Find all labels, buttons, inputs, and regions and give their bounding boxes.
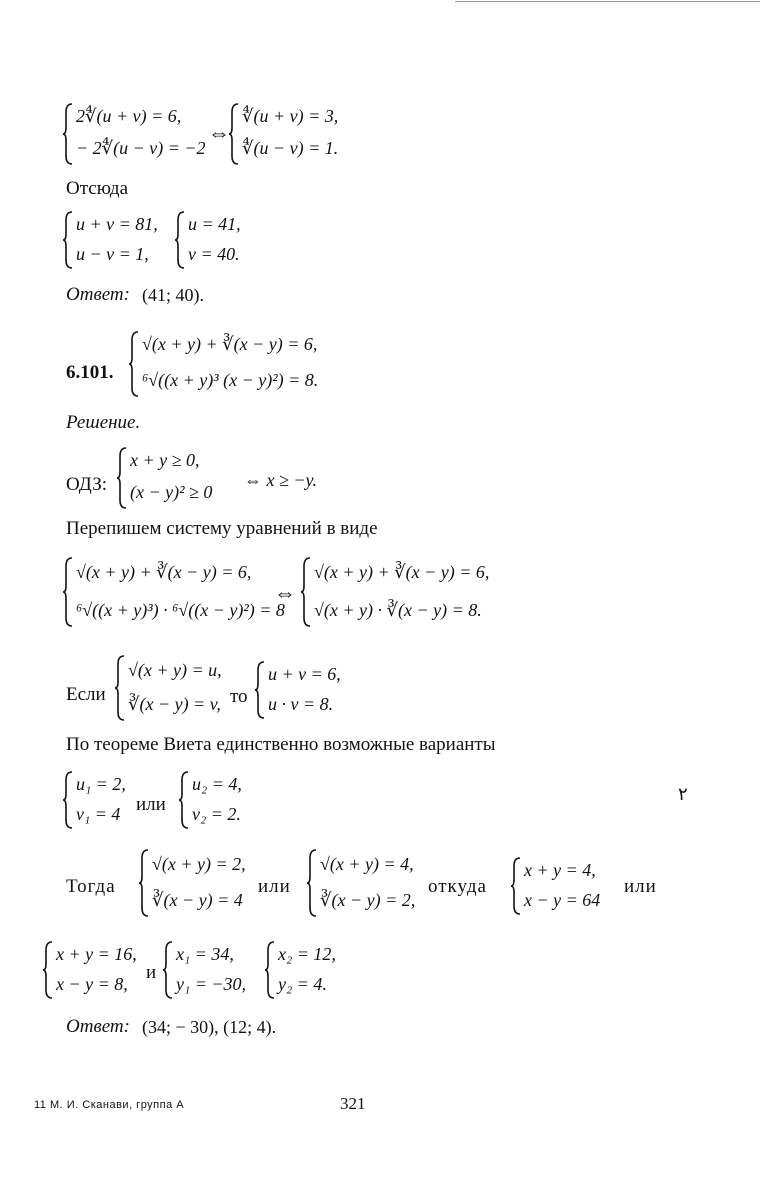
equivalence-arrow: ⇔ — [274, 580, 296, 605]
equation-line: x + y = 4, — [524, 860, 596, 880]
equivalence-arrow: ⇔ — [208, 120, 230, 145]
text-ili: или — [624, 876, 657, 897]
equation-line: x + y = 16, — [56, 944, 137, 964]
text-rewrite: Перепишем систему уравнений в виде — [66, 518, 378, 539]
equation-line: − 2∜(u − v) = −2 — [76, 138, 206, 158]
solution-label: Решение. — [66, 412, 141, 433]
system-block6-c — [264, 940, 354, 1000]
answer2-value: (34; − 30), (12; 4). — [142, 1017, 277, 1037]
equation-line: √(x + y) = u, — [128, 660, 222, 680]
odz-system — [116, 446, 236, 510]
system-block1-right — [228, 102, 358, 166]
problem-system — [128, 330, 338, 398]
equation-line: √(x + y) · ∛(x − y) = 8. — [314, 600, 482, 620]
brace-icon — [510, 856, 522, 916]
equation-line: √(x + y) = 4, — [320, 854, 414, 874]
equation-line: u = 41, — [188, 214, 241, 234]
text-otsyuda: Отсюда — [66, 178, 129, 199]
equation-line: y₁ = −30, — [176, 974, 247, 994]
answer1-label: Ответ: — [66, 284, 130, 305]
equation-line: u₂ = 4, — [192, 774, 242, 794]
equation-line: ⁶√((x + y)³) · ⁶√((x − y)²) = 8 — [76, 600, 285, 620]
brace-icon — [128, 330, 140, 398]
text-esli: Если — [66, 684, 106, 705]
system-block1-left — [62, 102, 212, 166]
system-block5-c — [510, 856, 620, 916]
header-rule — [455, 1, 760, 2]
system-block2-right — [174, 210, 264, 270]
equation-line: √(x + y) + ∛(x − y) = 6, — [314, 562, 490, 582]
equation-line: x − y = 8, — [56, 974, 128, 994]
brace-icon — [306, 848, 318, 918]
odz-label: ОДЗ: — [66, 474, 108, 495]
brace-icon — [178, 770, 190, 830]
equation-line: x₁ = 34, — [176, 944, 234, 964]
equation-line: ∜(u − v) = 1. — [242, 138, 339, 158]
brace-icon — [264, 940, 276, 1000]
equation-line: x − y = 64 — [524, 890, 601, 910]
equation-line: u₁ = 2, — [76, 774, 126, 794]
system-block6-a — [42, 940, 152, 1000]
text-ili: или — [136, 794, 166, 815]
problem-number: 6.101. — [66, 362, 114, 383]
brace-icon — [138, 848, 150, 918]
text-to: то — [230, 686, 248, 707]
brace-icon — [62, 210, 74, 270]
brace-icon — [62, 102, 74, 166]
text-togda: Тогда — [66, 876, 116, 897]
equation-line: √(x + y) = 2, — [152, 854, 246, 874]
equation-line: v₁ = 4 — [76, 804, 121, 824]
equation-line: y₂ = 4. — [278, 974, 327, 994]
text-ili: или — [258, 876, 291, 897]
footer-left: 11 М. И. Сканави, группа А — [34, 1099, 185, 1111]
brace-icon — [228, 102, 240, 166]
brace-icon — [62, 770, 74, 830]
equation-line: u − v = 1, — [76, 244, 149, 264]
equation-line: ∛(x − y) = v, — [128, 694, 221, 714]
equation-line: (x − y)² ≥ 0 — [130, 482, 213, 502]
text-i: и — [146, 962, 157, 983]
system-block3-right — [300, 556, 500, 628]
equation-line: ∜(u + v) = 3, — [242, 106, 339, 126]
text-otkuda: откуда — [428, 876, 487, 897]
text-vieta: По теореме Виета единственно возможные варианты — [66, 734, 496, 755]
margin-mark: ٢ — [678, 784, 688, 804]
equation-line: u + v = 81, — [76, 214, 158, 234]
system-block2-left — [62, 210, 172, 270]
odz-result: ⇔ x ≥ −y. — [244, 470, 318, 490]
answer1-value: (41; 40). — [142, 285, 204, 305]
brace-icon — [162, 940, 174, 1000]
esli-system — [114, 654, 229, 722]
equation-line: 2∜(u + v) = 6, — [76, 106, 182, 126]
equation-line: x + y ≥ 0, — [130, 450, 200, 470]
system-block6-b — [162, 940, 262, 1000]
equation-line: ∛(x − y) = 2, — [320, 890, 416, 910]
brace-icon — [114, 654, 126, 722]
brace-icon — [62, 556, 74, 628]
system-block4-left — [62, 770, 142, 830]
brace-icon — [174, 210, 186, 270]
to-system — [254, 660, 354, 720]
equation-line: ⁶√((x + y)³ (x − y)²) = 8. — [142, 370, 319, 390]
equation-line: √(x + y) + ∛(x − y) = 6, — [76, 562, 252, 582]
system-block4-right — [178, 770, 258, 830]
equation-line: u · v = 8. — [268, 694, 334, 714]
system-block5-a — [138, 848, 258, 918]
equation-line: x₂ = 12, — [278, 944, 336, 964]
brace-icon — [254, 660, 266, 720]
equation-line: v₂ = 2. — [192, 804, 241, 824]
equation-line: v = 40. — [188, 244, 240, 264]
system-block3-left — [62, 556, 285, 628]
system-block5-b — [306, 848, 426, 918]
brace-icon — [300, 556, 312, 628]
brace-icon — [116, 446, 128, 510]
answer2-label: Ответ: — [66, 1016, 130, 1037]
equation-line: u + v = 6, — [268, 664, 341, 684]
equation-line: √(x + y) + ∛(x − y) = 6, — [142, 334, 318, 354]
page-number: 321 — [340, 1094, 366, 1113]
equation-line: ∛(x − y) = 4 — [152, 890, 243, 910]
brace-icon — [42, 940, 54, 1000]
